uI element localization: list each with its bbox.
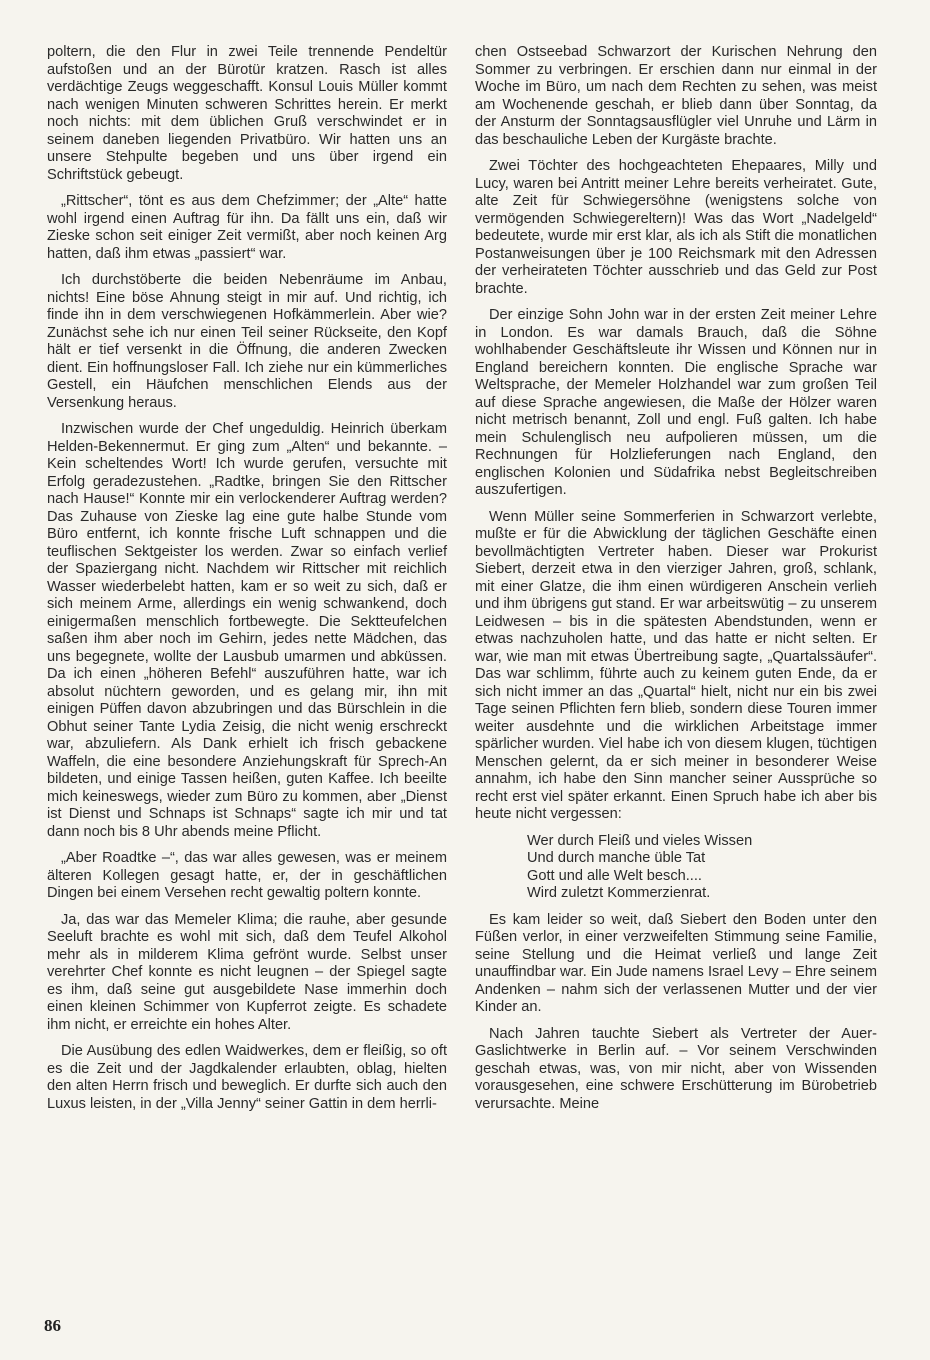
left-column — [47, 44, 447, 1122]
paragraph: Wenn Müller seine Sommerferien in Schwarzort verlebte, mußte er für die Abwicklung der täglichen Geschäfte einen bevollmächtigten Vertreter haben. Dieser war Prokurist Siebert, derzeit etwa in den vierziger Jahren, groß, schlank, mit einer Glatze, die ihm einen würdigeren Anschein verlieh und ihm übrigens gut stand. Er war arbeitswütig – zu unserem Leidwesen – bis in die spätesten Abendstunden, wenn er etwas nachzuholen hatte, und das hatte er nicht selten. Er war, wie man mit etwas Übertreibung sagte, „Quartalssäufer“. Das war schlimm, führte auch zu keinem guten Ende, da er sich nicht immer an das „Quartal“ hielt, nicht nur ein bis zwei Tage seinen Pflichten fern blieb, sondern diese Touren immer weiter ausdehnte und die wirklichen Arbeitstage immer spärlicher wurden. Viel habe ich von diesem klugen, tüchtigen Menschen gelernt, da er sich meiner in besonderer Weise annahm, ich habe den Sinn mancher seiner Aussprüche so recht erst viel später erkannt. Einen Spruch habe ich aber bis heute nicht vergessen: — [475, 508, 877, 822]
poem-line: Wird zuletzt Kommerzienrat. — [527, 885, 711, 901]
paragraph: Die Ausübung des edlen Waidwerkes, dem er fleißig, so oft es die Zeit und der Jagdkalender erlaubten, oblag, hielten den alten Herrn frisch und beweglich. Er durfte sich auch den Luxus leisten, in der „Villa Jenny“ seiner Gattin in dem herrli- — [47, 1043, 447, 1112]
paragraph: Ich durchstöberte die beiden Nebenräume im Anbau, nichts! Eine böse Ahnung steigt in mir auf. Und richtig, ich finde ihn in dem verschwiegenen Hofkämmerlein. Aber wie? Zunächst sehe ich nur einen Teil seiner Rückseite, den Kopf hält er tief versenkt in die Öffnung, die anderen Zwecken dient. Ein hoffnungsloser Fall. Ich ziehe nur ein kümmerliches Gestell, ein Häufchen menschlichen Elends aus der Versenkung heraus. — [47, 272, 447, 411]
poem-line: Und durch manche üble Tat — [527, 850, 706, 866]
right-column — [475, 44, 877, 1122]
paragraph: Ja, das war das Memeler Klima; die rauhe, aber gesunde Seeluft brachte es wohl mit sich, daß dem Teufel Alkohol mehr als in milderem Klima gefrönt wurde. Selbst unser verehrter Chef konnte es nicht leugnen – der Spiegel sagte es ihm, daß seine gut ausgebildete Nase immerhin doch einen kleinen Schimmer von Kupferrot zeigte. Es schadete ihm nicht, er erreichte ein hohes Alter. — [47, 911, 447, 1033]
paragraph: chen Ostseebad Schwarzort der Kurischen Nehrung den Sommer zu verbringen. Er erschien dann nur einmal in der Woche im Büro, um nach dem Rechten zu sehen, was meist am Wochenende geschah, er blieb dann über Sonntag, da der Ansturm der Sonntagsausflügler viel Unruhe und Lärm in das beschauliche Leben der Kurgäste brachte. — [475, 44, 877, 148]
paragraph: Nach Jahren tauchte Siebert als Vertreter der Auer-Gaslichtwerke in Berlin auf. – Vor seinem Verschwinden geschah etwas, was, von mir nicht, aber von Wissenden vorausgesehen, eine schwere Erschütterung im Bürobetrieb verursachte. Meine — [475, 1025, 877, 1112]
poem-line: Gott und alle Welt besch.... — [527, 867, 702, 884]
paragraph: „Rittscher“, tönt es aus dem Chefzimmer; der „Alte“ hatte wohl irgend einen Auftrag für ihn. Da fällt uns ein, daß wir Zieske schon seit einiger Zeit vermißt, aber noch keinen Arg hatten, daß ihm etwas „passiert“ war. — [47, 193, 447, 262]
poem-line: Wer durch Fleiß und vieles Wissen — [527, 832, 753, 849]
paragraph: Inzwischen wurde der Chef ungeduldig. Heinrich überkam Helden-Bekennermut. Er ging zum „Alten“ und bekannte. – Kein scheltendes Wort! Ich wurde gerufen, versuchte mit Erfolg geradezustehen. „Radtke, bringen Sie den Rittscher nach Hause!“ Konnte mir ein verlockenderer Auftrag werden? Das Zuhause von Zieske lag eine gute halbe Stunde vom Büro entfernt, ich konnte frische Luft schnappen und die teuflischen Sektgeister los werden. Zwar so einfach verlief der Spaziergang nicht. Nachdem wir Rittscher mit reichlich Wasser wiederbelebt hatten, kam er so weit zu sich, daß er sich meinem Arme, allerdings ein wenig schwankend, doch einigermaßen menschlich fortbewegte. Die Sektteufelchen saßen ihm aber noch im Gehirn, jedes nette Mädchen, das uns begegnete, wollte der Lausbub umarmen und abküssen. Da ich einen „höheren Befehl“ auszuführen hatte, war ich absolut nüchtern geworden, und es gelang mir, ihn mit einigen Püffen davon abzubringen und das Bürschlein in die Obhut seiner Tante Lydia Zeisig, die nicht wenig erschreckt war, abzuliefern. Als Dank erhielt ich frisch gebackene Waffeln, die eine besondere Anziehungskraft für Sprech-An bildeten, und einige Tassen heißen, guten Kaffee. Ich beeilte mich keineswegs, wieder zum Büro zu kommen, aber „Dienst ist Dienst und Schnaps ist Schnaps“ sagte ich mir und tat dann noch bis 8 Uhr abends meine Pflicht. — [47, 421, 447, 840]
page-number: 86 — [44, 1316, 61, 1335]
paragraph: „Aber Roadtke –“, das war alles gewesen, was er meinem älteren Kollegen gesagt hatte, er, der in geschäftlichen Dingen bei einem Versehen recht gewaltig poltern konnte. — [47, 850, 447, 901]
paragraph: Der einzige Sohn John war in der ersten Zeit meiner Lehre in London. Es war damals Brauch, daß die Söhne wohlhabender Geschäftsleute ihr Wissen und Können nur in England bereichern konnten. Die englische Sprache war Weltsprache, der Memeler Holzhandel war zum großen Teil auf diese Sprache angewiesen, die Maße der Hölzer waren nicht metrisch benannt, Zoll und engl. Fuß galten. Ich habe mein Schulenglisch neu aufpolieren müssen, um die Rechnungen für Holzlieferungen nach England, den englischen Kolonien und Südafrika nebst Begleitschreiben auszufertigen. — [475, 307, 877, 498]
paragraph: poltern, die den Flur in zwei Teile trennende Pendeltür aufstoßen und an der Bürotür kratzen. Rasch ist alles verdächtige Zeugs weggeschafft. Konsul Louis Müller kommt nach wenigen Minuten schweren Schrittes herein. Er merkt noch nichts: mit dem üblichen Gruß verschwindet er in seinem daneben liegenden Privatbüro. Wir hatten uns an unsere Stehpulte begeben und uns über irgend ein Schriftstück gebeugt. — [47, 44, 447, 183]
paragraph: Es kam leider so weit, daß Siebert den Boden unter den Füßen verlor, in einer verzweifelten Stimmung seine Familie, seine Stellung und die Heimat verließ und lange Zeit unauffindbar war. Ein Jude namens Israel Levy – Ehre seinem Andenken – nahm sich der verlassenen Mutter und der vier Kinder an. — [475, 911, 877, 1015]
poem — [527, 833, 877, 903]
paragraph: Zwei Töchter des hochgeachteten Ehepaares, Milly und Lucy, waren bei Antritt meiner Lehre bereits verheiratet. Gute, alte Zeit für Schwiegersöhne (wenigstens solche von vermögenden Schwiegereltern)! Was das Wort „Nadelgeld“ bedeutete, wurde mir erst klar, als ich als Stift die monatlichen Postanweisungen über je 100 Reichsmark mit den Adressen der verheirateten Töchter ausschrieb und das Geld zur Post brachte. — [475, 158, 877, 297]
